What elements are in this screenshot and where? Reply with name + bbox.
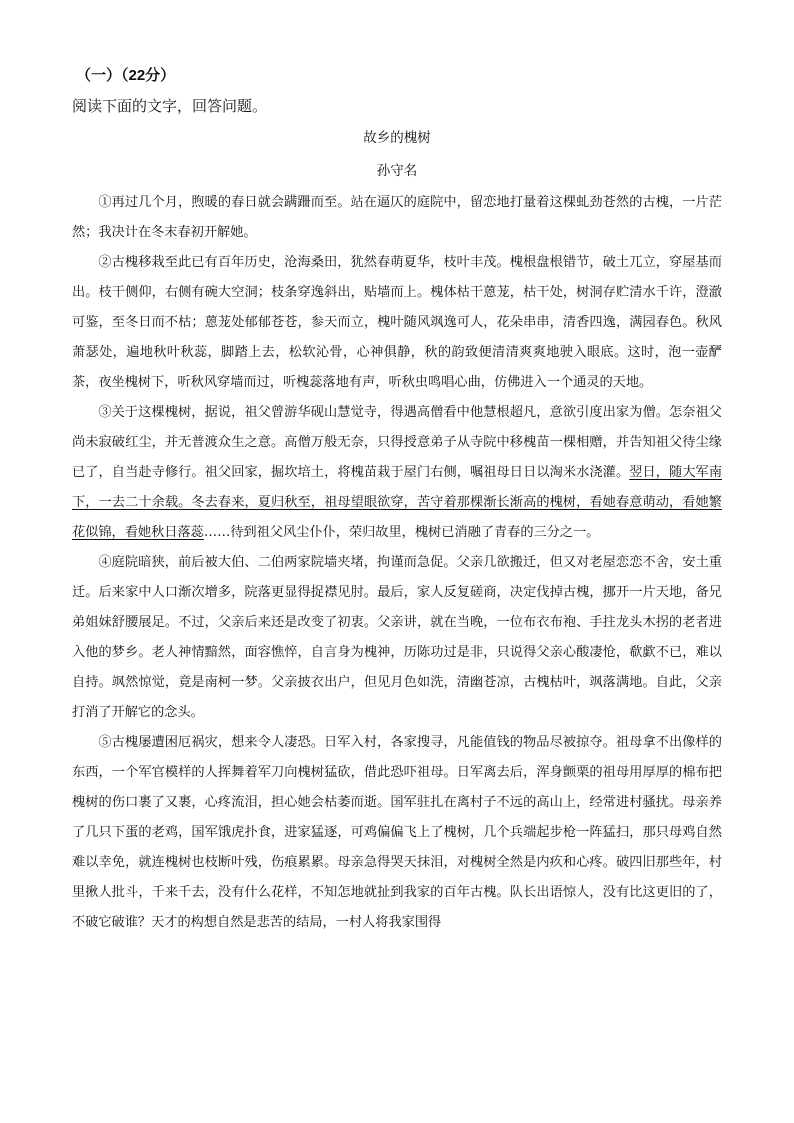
paragraph-5: ⑤古槐屡遭困厄祸灾，想来令人凄恐。日军入村，各家搜寻，凡能值钱的物品尽被掠夺。祖母拿不出像样的东西，一个军官模样的人挥舞着军刀向槐树猛砍，借此恐吓祖母。日军离去后，浑身颤栗的祖母用厚厚的棉布把槐树的伤口裹了又裹，心疼流泪，担心她会枯萎而逝。国军驻扎在离村子不远的高山上，经常进村骚扰。母亲养了几只下蛋的老鸡，国军饿虎扑食，进家猛逐，可鸡偏偏飞上了槐树，几个兵端起步枪一阵猛扫，那只母鸡自然难以幸免，就连槐树也枝断叶残，伤痕累累。母亲急得哭天抹泪，对槐树全然是内疚和心疼。破四旧那些年，村里揪人批斗，千来千去，没有什么花样，不知怎地就扯到我家的百年古槐。队长出语惊人，没有比这更旧的了，不破它破谁？天才的构想自然是悲苦的结局，一村人将我家围得 [72, 735, 722, 930]
paragraph-3-text-before: ③关于这棵槐树，据说，祖父曾游华砚山慧觉寺，得遇高僧看中他慧根超凡，意欲引度出家为僧。怎奈祖父尚未寂破红尘，并无普渡众生之意。高僧万般无奈，只得授意弟子从寺院中移槐苗一棵相赠，并告知祖父待尘缘已了，自当赴寺修行。祖父回家，掘坎培土，将槐苗栽于屋门右侧，嘱祖母日日以淘米水浇灌。 [72, 405, 722, 480]
paragraph-3 [72, 398, 722, 548]
article-title: 故乡的槐树 [363, 130, 431, 146]
underlined-sentence: 翌日，随大军南下，一去二十余载。冬去春来，夏归秋至，祖母望眼欲穿，苦守着那棵渐长渐高的槐树，看她春意萌动，看她繁花似锦，看她秋日落蕊 [72, 465, 723, 540]
paragraph-4: ④庭院暗狭，前后被大伯、二伯两家院墙夹堵，拘谨而急促。父亲几欲搬迁，但又对老屋恋恋不舍，安土重迁。后来家中人口渐次增多，院落更显得捉襟见肘。最后，家人反复磋商，决定伐掉古槐，挪开一片天地，备兄弟姐妹舒腰展足。不过，父亲后来还是改变了初衷。父亲讲，就在当晚，一位布衣布袍、手拄龙头木拐的老者进入他的梦乡。老人神情黯然，面容憔悴，自言身为槐神，历陈功过是非，只说得父亲心酸凄怆，欷歔不已，难以自持。飒然惊觉，竟是南柯一梦。父亲披衣出户，但见月色如洗，清幽苍凉，古槐枯叶，飒落满地。自此，父亲打消了开解它的念头。 [72, 555, 722, 720]
article-author: 孙守名 [376, 163, 418, 179]
article-body [72, 188, 722, 938]
paragraph-2: ②古槐移栽至此已有百年历史，沧海桑田，犹然春萌夏华，枝叶丰茂。槐根盘根错节，破土兀立，穿屋基而出。枝干侧仰，右侧有碗大空洞；枝条穿逸斜出，贴墙而上。槐体枯干蒽茏，枯干处，树洞存贮清水千许，澄澈可鉴，至冬日而不枯；蒽茏处郁郁苍苍，参天而立，槐叶随风飒逸可人，花朵串串，清香四逸，满园春色。秋风萧瑟处，遍地秋叶秋蕊，脚踏上去，松软沁骨，心神俱静，秋的韵致便清清爽爽地驶入眼底。这时，泡一壶酽茶，夜坐槐树下，听秋风穿墙而过，听槐蕊落地有声，听秋虫鸣唱心曲，仿佛进入一个通灵的天地。 [72, 255, 722, 390]
reading-instruction: 阅读下面的文字，回答问题。 [72, 98, 268, 115]
paragraph-1: ①再过几个月，煦暖的春日就会蹒跚而至。站在逼仄的庭院中，留恋地打量着这棵虬劲苍然的古槐，一片茫然；我决计在冬末春初开解她。 [72, 195, 722, 240]
paragraph-3-text-after: ……待到祖父风尘仆仆，荣归故里，槐树已消融了青春的三分之一。 [203, 525, 600, 540]
section-heading: （一）（22分） [76, 67, 176, 84]
